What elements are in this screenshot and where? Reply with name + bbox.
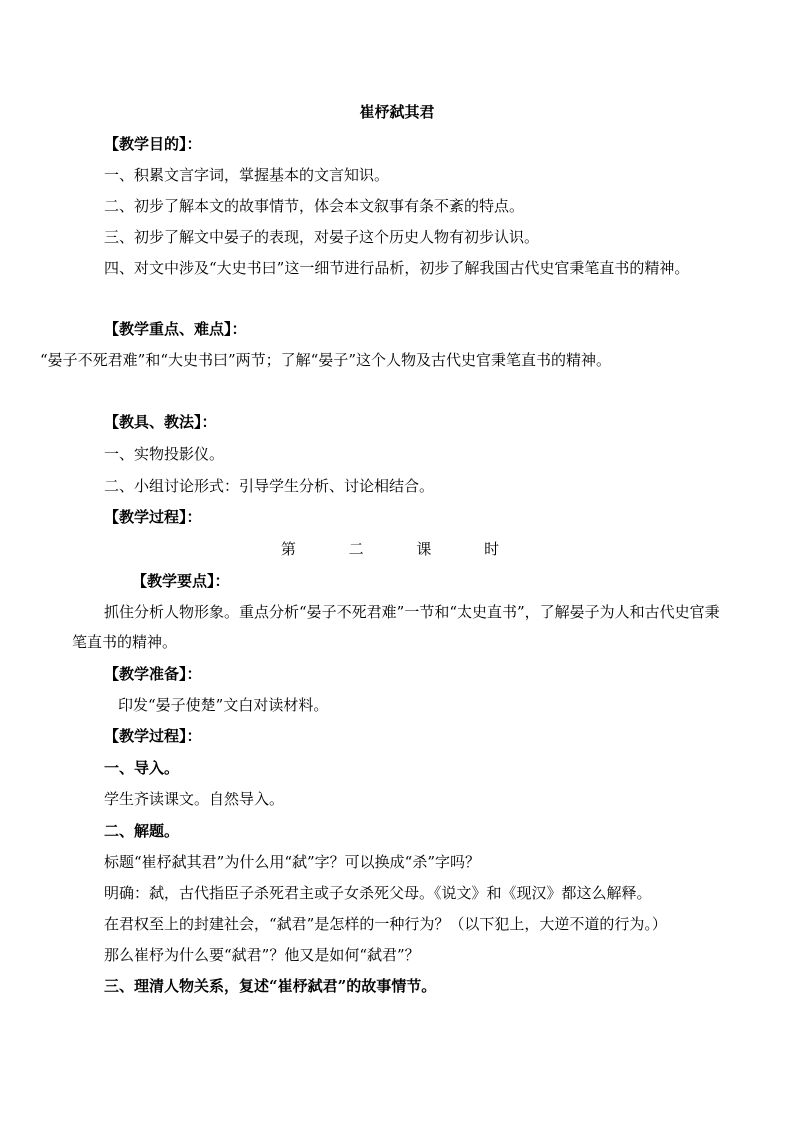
- step1-text: 学生齐读课文。自然导入。: [104, 790, 285, 808]
- step1-heading: 一、导入。: [104, 759, 180, 777]
- step2-heading: 二、解题。: [104, 822, 180, 840]
- objective-item: 三、初步了解文中晏子的表现，对晏子这个历史人物有初步认识。: [104, 228, 540, 246]
- objectives-heading: 【教学目的】：: [104, 135, 202, 153]
- step2-line: 标题“崔杼弑其君”为什么用“弑”字？可以换成“杀”字吗？: [104, 853, 481, 871]
- process-heading: 【教学过程】：: [104, 508, 202, 526]
- tool-item: 一、实物投影仪。: [104, 445, 225, 463]
- lesson-label: 第 二 课 时: [280, 540, 514, 558]
- step2-line: 在君权至上的封建社会，“弑君”是怎样的一种行为？（以下犯上，大逆不道的行为。）: [104, 915, 667, 933]
- document-title: 崔杼弑其君: [359, 103, 435, 121]
- objective-item: 四、对文中涉及“大史书曰”这一细节进行品析，初步了解我国古代史官秉笔直书的精神。: [104, 259, 690, 277]
- step3-heading: 三、理清人物关系，复述“崔杼弑君”的故事情节。: [104, 977, 437, 995]
- prep-text: 印发“晏子使楚”文白对读材料。: [118, 696, 329, 714]
- lesson-points-text: 抓住分析人物形象。重点分析“晏子不死君难”一节和“太史直书”，了解晏子为人和古代史官秉笔直书的精神。: [72, 603, 720, 651]
- tools-heading: 【教具、教法】：: [104, 413, 217, 431]
- objective-item: 二、初步了解本文的故事情节，体会本文叙事有条不紊的特点。: [104, 197, 525, 215]
- tool-item: 二、小组讨论形式：引导学生分析、讨论相结合。: [104, 477, 435, 495]
- process-heading-2: 【教学过程】：: [104, 727, 202, 745]
- key-points-heading: 【教学重点、难点】：: [104, 320, 247, 338]
- step2-line: 明确：弑，古代指臣子杀死君主或子女杀死父母。《说文》和《现汉》都这么解释。: [104, 884, 652, 902]
- key-points-text: “晏子不死君难”和“大史书曰”两节；了解“晏子”这个人物及古代史官秉笔直书的精神。: [40, 351, 612, 369]
- step2-line: 那么崔杼为什么要“弑君”？他又是如何“弑君”？: [104, 946, 420, 964]
- objective-item: 一、积累文言字词，掌握基本的文言知识。: [104, 166, 390, 184]
- lesson-points-heading: 【教学要点】：: [132, 572, 230, 590]
- prep-heading: 【教学准备】：: [104, 665, 202, 683]
